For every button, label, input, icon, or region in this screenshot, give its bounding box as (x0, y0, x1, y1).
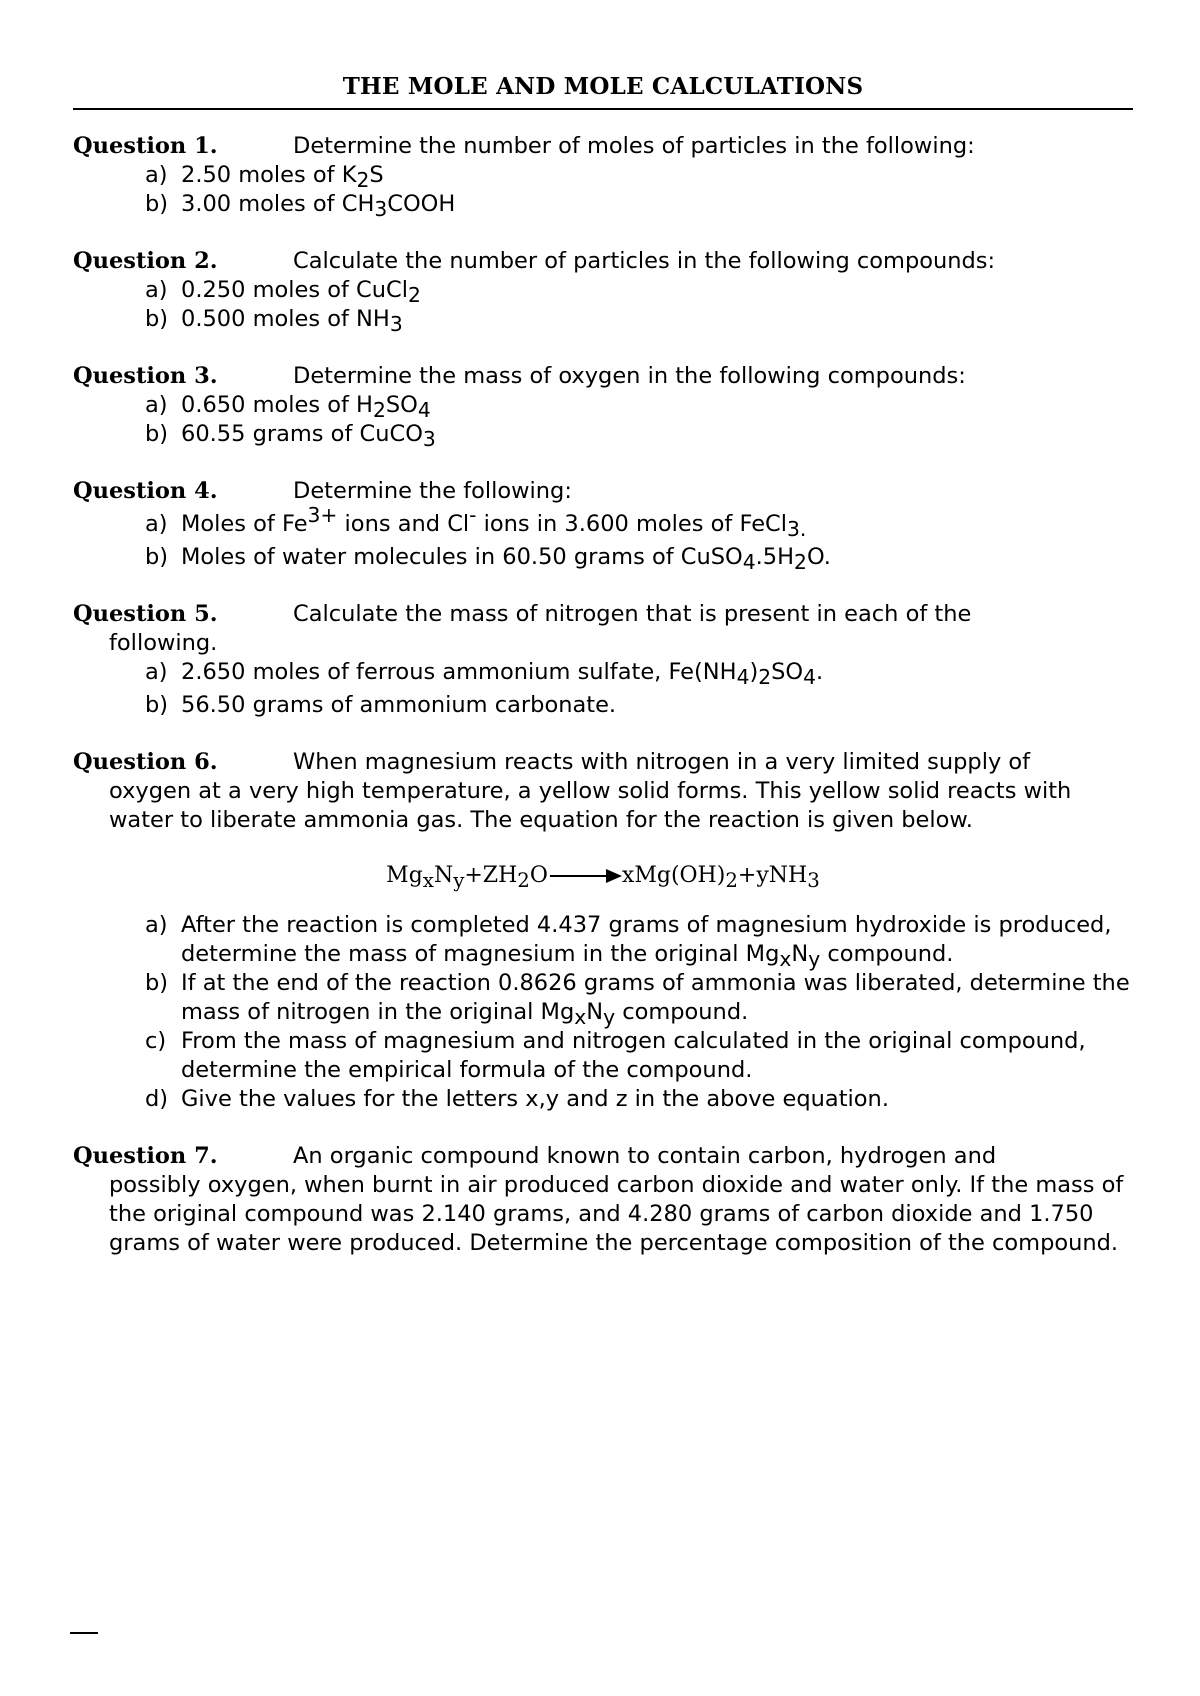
question-text: Calculate the mass of nitrogen that is present in each of the (293, 601, 972, 627)
question-5 (73, 600, 1133, 720)
list-item: a) 2.650 moles of ferrous ammonium sulfate, $Fe(NH_4)_2SO_4$. (145, 659, 824, 690)
reaction-arrow-icon (550, 875, 620, 877)
list-item: b) If at the end of the reaction 0.8626 grams of ammonia was liberated, determine the mass of nitrogen in the original $Mg_xN_y$ compound. (145, 970, 1130, 1030)
question-6 (73, 748, 1133, 1114)
question-label: Question 5. (73, 601, 218, 627)
list-item: c) From the mass of magnesium and nitrogen calculated in the original compound, determine the empirical formula of the compound. (145, 1028, 1086, 1083)
question-7 (73, 1142, 1133, 1258)
question-1 (73, 132, 1133, 222)
question-text: When magnesium reacts with nitrogen in a very limited supply of (293, 749, 1031, 775)
question-label: Question 6. (73, 749, 218, 775)
list-item: b) 3.00 moles of $CH_3COOH$ (145, 191, 456, 222)
page-title: THE MOLE AND MOLE CALCULATIONS (73, 68, 1133, 110)
question-label: Question 7. (73, 1143, 218, 1169)
footer-rule (70, 1632, 98, 1634)
question-label: Question 1. (73, 133, 218, 159)
question-text: Determine the following: (293, 478, 572, 504)
question-2 (73, 247, 1133, 337)
list-item: b) 56.50 grams of ammonium carbonate. (145, 692, 617, 718)
list-item: d) Give the values for the letters x,y and z in the above equation. (145, 1086, 889, 1112)
list-item: a) 2.50 moles of $K_2S$ (145, 162, 384, 193)
question-3 (73, 362, 1133, 452)
worksheet-page (73, 68, 1133, 1258)
question-text-continued: following. (109, 630, 218, 656)
question-label: Question 3. (73, 363, 218, 389)
list-item: b) Moles of water molecules in 60.50 grams of $CuSO_4.5H_2O$. (145, 544, 831, 575)
list-item: b) 0.500 moles of $NH_3$ (145, 306, 403, 337)
question-text: Determine the number of moles of particles in the following: (293, 133, 975, 159)
question-label: Question 2. (73, 248, 218, 274)
list-item: a) After the reaction is completed 4.437 grams of magnesium hydroxide is produced, determine the mass of magnesium in the original $Mg_xN_y$ compound. (145, 912, 1112, 972)
question-text-continued: possibly oxygen, when burnt in air produced carbon dioxide and water only. If the mass of the original compound was 2.140 grams, and 4.280 grams of carbon dioxide and 1.750 grams of water were produced. Determine the percentage composition of the compound. (109, 1172, 1124, 1256)
list-item: a) 0.650 moles of $H_2SO_4$ (145, 392, 431, 423)
question-4 (73, 477, 1133, 575)
question-label: Question 4. (73, 478, 218, 504)
list-item: a) Moles of $Fe^{3+}$ ions and Cl- ions in 3.600 moles of FeCl$_{3.}$ (145, 502, 807, 542)
question-text-continued: oxygen at a very high temperature, a yellow solid forms. This yellow solid reacts with water to liberate ammonia gas. The equation for the reaction is given below. (109, 778, 1072, 833)
question-text: Determine the mass of oxygen in the following compounds: (293, 363, 966, 389)
reaction-equation: $Mg_xN_y+ZH_2O$ $xMg(OH)_2+yNH_3$ (386, 863, 820, 892)
question-text: An organic compound known to contain carbon, hydrogen and (293, 1143, 997, 1169)
list-item: a) 0.250 moles of CuCl$_2$ (145, 277, 421, 308)
question-text: Calculate the number of particles in the following compounds: (293, 248, 996, 274)
list-item: b) 60.55 grams of CuCO$_3$ (145, 421, 436, 452)
